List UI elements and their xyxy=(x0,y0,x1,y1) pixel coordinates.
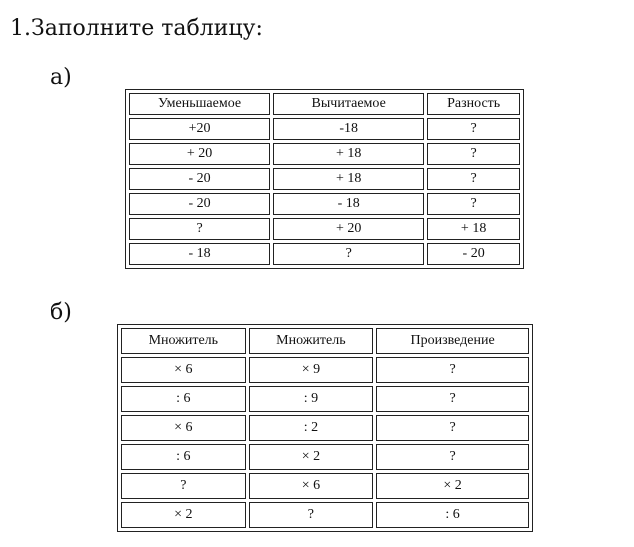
table-cell: ? xyxy=(376,415,529,441)
table-row xyxy=(121,473,529,499)
table-header-row xyxy=(121,328,529,354)
table-cell: : 2 xyxy=(249,415,374,441)
table-cell: + 20 xyxy=(273,218,424,240)
table-cell: × 2 xyxy=(249,444,374,470)
table-cell: ? xyxy=(249,502,374,528)
table-cell: × 6 xyxy=(249,473,374,499)
table-cell: : 9 xyxy=(249,386,374,412)
table-cell: : 6 xyxy=(121,444,246,470)
table-cell: + 20 xyxy=(129,143,270,165)
table-cell: : 6 xyxy=(376,502,529,528)
table-cell: × 6 xyxy=(121,357,246,383)
table-cell: - 18 xyxy=(273,193,424,215)
table-cell: ? xyxy=(427,168,520,190)
table-header-row xyxy=(129,93,520,115)
table-row xyxy=(121,415,529,441)
table-row xyxy=(129,243,520,265)
table-cell: - 20 xyxy=(129,168,270,190)
table-row xyxy=(121,357,529,383)
table-row xyxy=(121,444,529,470)
table-cell: + 18 xyxy=(427,218,520,240)
multiplication-table xyxy=(117,324,533,532)
table-cell: - 18 xyxy=(129,243,270,265)
header-cell: Множитель xyxy=(121,328,246,354)
header-cell: Разность xyxy=(427,93,520,115)
table-cell: × 6 xyxy=(121,415,246,441)
table-cell: ? xyxy=(121,473,246,499)
table-row xyxy=(121,502,529,528)
table-row xyxy=(129,218,520,240)
table-cell: ? xyxy=(376,357,529,383)
task-title: 1.Заполните таблицу: xyxy=(10,16,263,41)
table-cell: ? xyxy=(376,444,529,470)
table-cell: ? xyxy=(427,118,520,140)
table-cell: - 20 xyxy=(129,193,270,215)
table-cell: × 9 xyxy=(249,357,374,383)
table-cell: + 18 xyxy=(273,143,424,165)
table-row xyxy=(129,118,520,140)
table-cell: × 2 xyxy=(376,473,529,499)
table-cell: × 2 xyxy=(121,502,246,528)
table-cell: +20 xyxy=(129,118,270,140)
table-cell: ? xyxy=(427,193,520,215)
table-row xyxy=(129,143,520,165)
header-cell: Множитель xyxy=(249,328,374,354)
subtraction-table xyxy=(125,89,524,269)
section-label-b: б) xyxy=(50,300,72,325)
table-cell: ? xyxy=(273,243,424,265)
table-row xyxy=(129,168,520,190)
header-cell: Произведение xyxy=(376,328,529,354)
table-cell: - 20 xyxy=(427,243,520,265)
table-row xyxy=(129,193,520,215)
table-cell: ? xyxy=(129,218,270,240)
table-cell: : 6 xyxy=(121,386,246,412)
table-row xyxy=(121,386,529,412)
table-cell: ? xyxy=(427,143,520,165)
table-cell: -18 xyxy=(273,118,424,140)
section-label-a: а) xyxy=(50,65,72,90)
header-cell: Уменьшаемое xyxy=(129,93,270,115)
table-cell: + 18 xyxy=(273,168,424,190)
header-cell: Вычитаемое xyxy=(273,93,424,115)
table-cell: ? xyxy=(376,386,529,412)
